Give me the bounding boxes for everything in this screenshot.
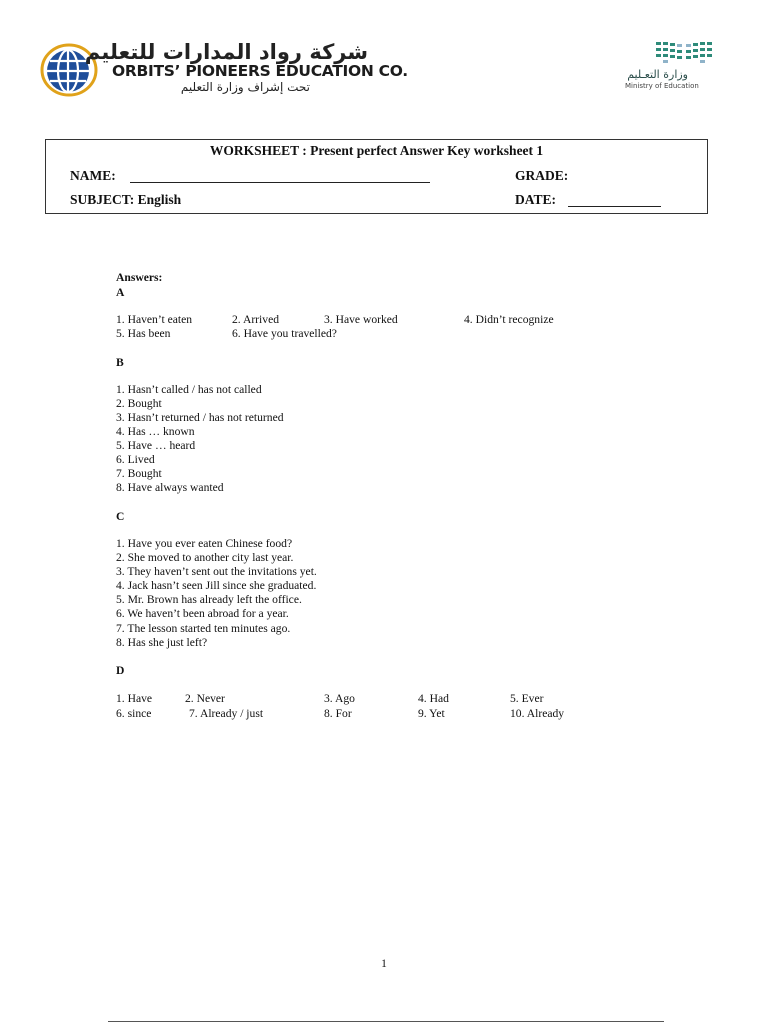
list-item: 6. Lived: [116, 453, 155, 466]
section-c-label: C: [116, 510, 125, 523]
list-item: 2. Bought: [116, 397, 162, 410]
list-item: 6. since: [116, 707, 152, 720]
footer-divider: [108, 1021, 664, 1022]
list-item: 1. Haven’t eaten: [116, 313, 193, 326]
list-item: 4. Has … known: [116, 425, 195, 438]
list-item: 1. Have: [116, 692, 153, 705]
list-item: 7. Already / just: [189, 707, 264, 720]
list-item: 9. Yet: [418, 707, 445, 720]
worksheet-title: WORKSHEET : Present perfect Answer Key worksheet 1: [209, 143, 544, 158]
ministry-arabic-name: وزارة التعـليم: [627, 68, 688, 81]
date-blank-line: [568, 206, 661, 207]
list-item: 10. Already: [510, 707, 565, 720]
list-item: 5. Has been: [116, 327, 171, 340]
section-d-label: D: [116, 664, 125, 677]
name-blank-line: [130, 182, 430, 183]
grade-label: GRADE:: [515, 168, 569, 183]
list-item: 3. Hasn’t returned / has not returned: [116, 411, 284, 424]
worksheet-info-box: [45, 139, 708, 214]
ministry-english-name: Ministry of Education: [625, 82, 699, 90]
list-item: 8. Has she just left?: [116, 636, 208, 649]
list-item: 3. They haven’t sent out the invitations yet.: [116, 565, 317, 578]
list-item: 5. Have … heard: [116, 439, 196, 452]
list-item: 6. We haven’t been abroad for a year.: [116, 607, 289, 620]
section-b-label: B: [116, 356, 124, 369]
list-item: 1. Have you ever eaten Chinese food?: [116, 537, 293, 550]
orbits-arabic-name: شركة رواد المدارات للتعليم: [84, 40, 368, 64]
list-item: 3. Have worked: [324, 313, 398, 326]
list-item: 2. She moved to another city last year.: [116, 551, 294, 564]
list-item: 3. Ago: [324, 692, 355, 705]
list-item: 5. Ever: [510, 692, 544, 705]
ministry-of-education-logo-icon: [652, 40, 716, 66]
list-item: 8. Have always wanted: [116, 481, 224, 494]
list-item: 2. Never: [185, 692, 225, 705]
list-item: 4. Jack hasn’t seen Jill since she graduated.: [116, 579, 317, 592]
orbits-english-name: ORBITS’ PIONEERS EDUCATION CO.: [112, 62, 408, 80]
list-item: 2. Arrived: [232, 313, 280, 326]
section-a-label: A: [116, 286, 125, 299]
date-label: DATE:: [515, 192, 557, 207]
page-number: 1: [381, 958, 387, 970]
subject-label: SUBJECT: English: [70, 192, 182, 207]
list-item: 5. Mr. Brown has already left the office.: [116, 593, 302, 606]
orbits-arabic-subtitle: تحت إشراف وزارة التعليم: [180, 80, 310, 94]
list-item: 4. Didn’t recognize: [464, 313, 554, 326]
list-item: 1. Hasn’t called / has not called: [116, 383, 262, 396]
answers-heading: Answers:: [116, 271, 163, 284]
list-item: 4. Had: [418, 692, 449, 705]
list-item: 7. Bought: [116, 467, 162, 480]
name-label: NAME:: [70, 168, 116, 183]
list-item: 6. Have you travelled?: [232, 327, 337, 340]
list-item: 7. The lesson started ten minutes ago.: [116, 622, 291, 635]
list-item: 8. For: [324, 707, 352, 720]
